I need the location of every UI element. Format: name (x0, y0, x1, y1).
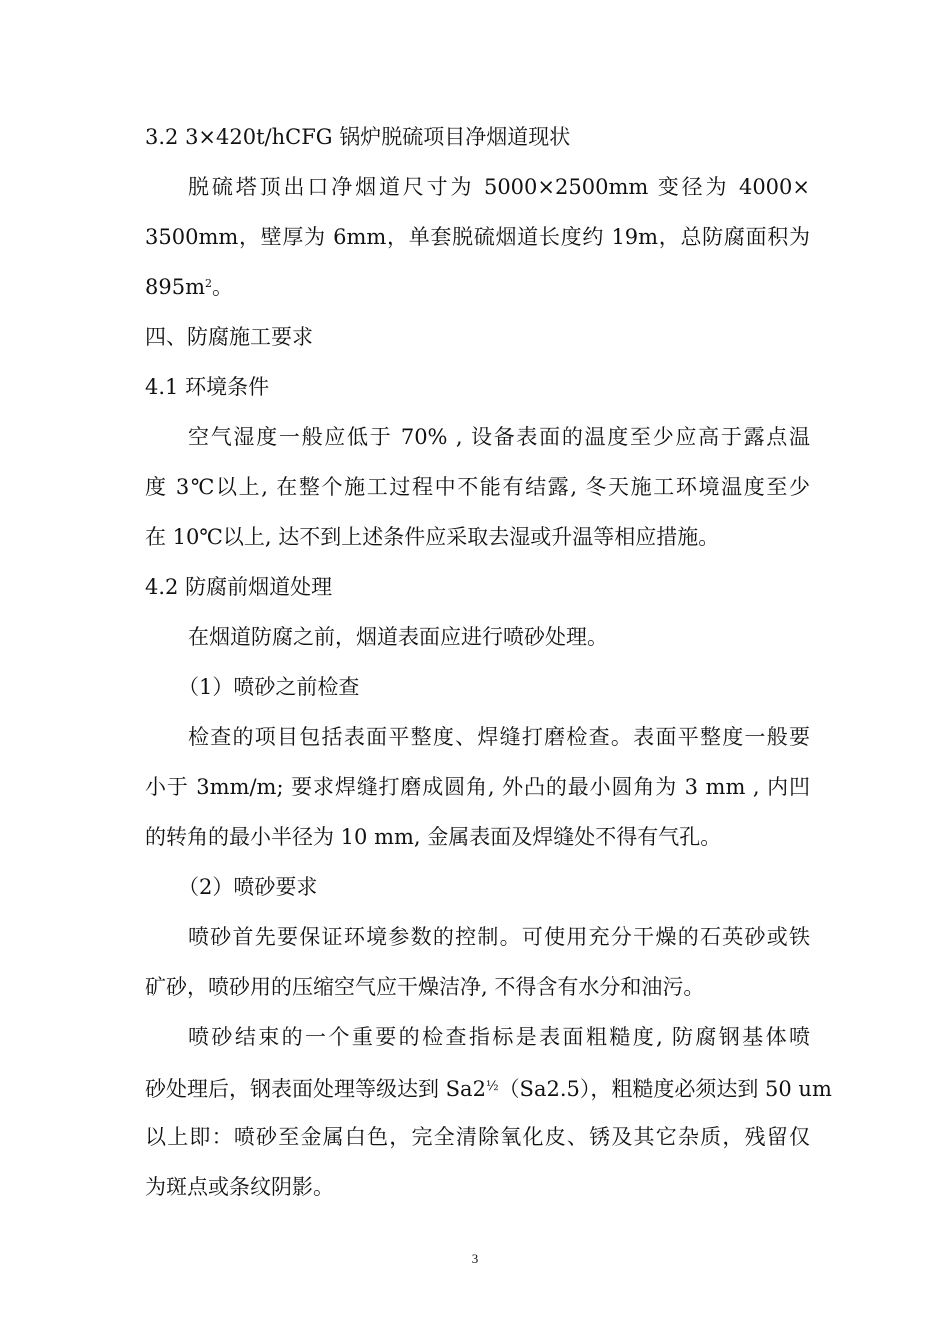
subheading-1: （1）喷砂之前检查 (178, 675, 360, 699)
section-heading-3-2: 3.2 3×420t/hCFG 锅炉脱硫项目净烟道现状 (145, 125, 571, 149)
paragraph-line: 脱硫塔顶出口净烟道尺寸为 5000×2500mm 变径为 4000× (188, 175, 810, 199)
page-number: 3 (471, 1251, 479, 1266)
paragraph-line (145, 272, 810, 302)
paragraph-line: 的转角的最小半径为 10 mm, 金属表面及焊缝处不得有气孔。 (145, 825, 722, 849)
fraction-half: ½ (485, 1079, 499, 1094)
superscript-exponent: 2 (205, 277, 212, 290)
section-heading-4-2: 4.2 防腐前烟道处理 (145, 575, 333, 599)
paragraph-line: 矿砂，喷砂用的压缩空气应干燥洁净, 不得含有水分和油污。 (145, 975, 705, 999)
paragraph-line: 喷砂首先要保证环境参数的控制。可使用充分干燥的石英砂或铁 (188, 925, 810, 949)
period-mark: 。 (212, 275, 233, 299)
text-run: 砂处理后，钢表面处理等级达到 Sa2 (145, 1077, 486, 1101)
section-heading-4-1: 4.1 环境条件 (145, 375, 270, 399)
paragraph-line: 空气湿度一般应低于 70% , 设备表面的温度至少应高于露点温 (188, 425, 810, 449)
paragraph-line: 检查的项目包括表面平整度、焊缝打磨检查。表面平整度一般要 (188, 725, 810, 749)
paragraph-line: 以上即：喷砂至金属白色，完全清除氧化皮、锈及其它杂质，残留仅 (145, 1125, 810, 1149)
paragraph-line: 喷砂结束的一个重要的检查指标是表面粗糙度, 防腐钢基体喷 (188, 1025, 810, 1049)
paragraph-line (145, 1072, 832, 1104)
paragraph-line: 在烟道防腐之前，烟道表面应进行喷砂处理。 (188, 625, 608, 649)
area-value: 895m (145, 275, 205, 299)
paragraph-line: 度 3℃以上, 在整个施工过程中不能有结露, 冬天施工环境温度至少 (145, 475, 810, 499)
paragraph-line: 为斑点或条纹阴影。 (145, 1175, 334, 1199)
paragraph-line: 在 10℃以上, 达不到上述条件应采取去湿或升温等相应措施。 (145, 525, 720, 549)
text-run: （Sa2.5），粗糙度必须达到 50 um (498, 1077, 832, 1101)
paragraph-line: 3500mm，壁厚为 6mm，单套脱硫烟道长度约 19m，总防腐面积为 (145, 225, 810, 249)
subheading-2: （2）喷砂要求 (178, 875, 318, 899)
paragraph-line: 小于 3mm/m; 要求焊缝打磨成圆角, 外凸的最小圆角为 3 mm , 内凹 (145, 775, 810, 799)
chapter-heading-4: 四、防腐施工要求 (145, 325, 313, 349)
